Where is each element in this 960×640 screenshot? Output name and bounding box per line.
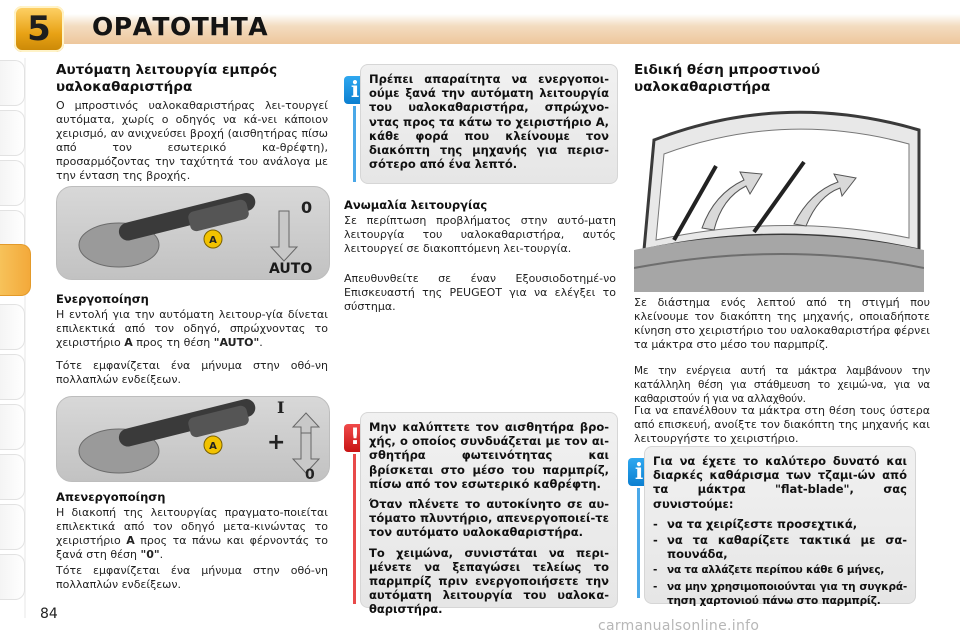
malfunction-text: Σε περίπτωση προβλήματος στην αυτό-ματη λειτουργία του υαλοκαθαριστήρα, αυτός λειτουργεί σε διακοπτόμενη λει-τουργία. [344,214,616,255]
stalk-label-zero: 0 [301,198,313,217]
list-item: - να τα χειρίζεστε προσεχτικά, [653,517,907,531]
page-header [0,0,960,58]
special-position-parking-text: Με την ενέργεια αυτή τα μάκτρα λαμβάνουν την κατάλληλη θέση για στάθμευση το χειμώ-να, για να καθαριστούν ή για να αλλαχθούν. [634,365,930,405]
wiper-stalk-auto-graphic [57,187,329,279]
malfunction-dealer-text: Απευθυνθείτε σε έναν Εξουσιοδοτημέ-νο Επισκευαστή της PEUGEOT για να ελέγξει το σύστημα. [344,272,616,313]
warning-bar [353,454,356,604]
info-bar-blades [637,488,640,598]
blades-intro: Για να έχετε το καλύτερο δυνατό και διαρκές καθάρισμα των τζαμι-ών από τα μάκτρα "flat-blade", σας συνιστούμε: [653,454,907,511]
wiper-stalk-off-graphic [57,397,329,481]
deactivation-heading: Απενεργοποίηση [56,490,166,504]
auto-wiper-heading: Αυτόματη λειτουργία εμπρός υαλοκαθαριστήρα [56,62,278,95]
list-item: - να τα αλλάζετε περίπου κάθε 6 μήνες, [653,563,907,577]
info-icon: i [344,76,366,104]
stalk-label-auto: AUTO [269,261,313,277]
chapter-tab-10[interactable] [0,504,25,550]
info-box-blades [644,446,916,607]
auto-wiper-intro: Ο μπροστινός υαλοκαθαριστήρας λει-τουργεί αυτόματα, χωρίς ο οδηγός να κά-νει κάποιον χειρισμό, αν ανιχνεύσει βροχή (αισθητήρας πίσω από τον εσωτερικό κα-θρέφτη), προσαρμόζοντας την ταχύτητά του ανάλογα με την ένταση της βροχής. [56,99,328,182]
warning-icon: ! [344,424,366,452]
info-bar [353,106,356,182]
chapter-tab-9[interactable] [0,454,25,500]
warning-p3: Το χειμώνα, συνιστάται να περι-μένετε να ξεπαγώσει τελείως το παρμπρίζ πριν ενεργοποιήσετε την αυτόματη λειτουργία του υαλοκα-θαριστήρα. [369,545,609,617]
stalk2-label-a: A [209,441,217,452]
page-number: 84 [40,606,58,622]
windshield-illustration [634,100,924,292]
windshield-wipers-graphic [634,100,924,292]
chapter-tab-1[interactable] [0,60,25,106]
list-item: - να μην χρησιμοποιούνται για τη συγκρά-τηση χαρτονιού πάνω στο παρμπρίζ. [653,580,907,608]
activation-text: Η εντολή για την αυτόματη λειτουρ-γία δίνεται επιλεκτικά από τον οδηγό, σπρώχνοντας το χειριστήριο A προς τη θέση "AUTO". [56,308,328,349]
deactivation-message-text: Τότε εμφανίζεται ένα μήνυμα στην οθό-νη πολλαπλών ενδείξεων. [56,564,328,591]
watermark: carmanualsonline.info [598,618,760,634]
special-position-text: Σε διάστημα ενός λεπτού από τη στιγμή που κλείνουμε τον διακόπτη της μηχανής, οποιαδήποτε κίνηση στο χειριστήριο του υαλοκαθαριστήρα φέρνει τα μάκτρα στο μέσο του παρμπρίζ. [634,296,930,351]
warning-box-sensor [360,412,618,617]
chapter-badge: 5 [14,6,64,52]
activation-heading: Ενεργοποίηση [56,292,149,306]
info-box-reactivate [360,64,618,184]
warning-p1: Μην καλύπτετε τον αισθητήρα βρο-χής, ο οποίος συνδυάζεται με τον αι-σθητήρα φωτεινότητας και βρίσκεται στο μέσο του παρμπρίζ, πίσω από τον εσωτερικό καθρέφτη. [369,420,609,491]
deactivation-text: Η διακοπή της λειτουργίας πραγματο-ποιείται επιλεκτικά από τον οδηγό μετα-κινώντας το χειριστήριο A προς τα πάνω και φέρνοντάς το ξανά στη θέση "0". [56,506,329,561]
stalk-illustration-off [56,396,330,482]
chapter-tab-5-active[interactable] [0,244,31,296]
chapter-tab-8[interactable] [0,404,25,450]
warning-p2: Όταν πλένετε το αυτοκίνητο σε αυ-τόματο πλυντήριο, απενεργοποιεί-τε τον αυτόματο υαλοκαθαριστήρα. [369,497,609,540]
stalk2-label-one: I [277,398,285,417]
special-position-return-text: Για να επανέλθουν τα μάκτρα στη θέση τους ύστερα από επισκευή, ανοίξτε τον διακόπτη της μηχανής και λειτουργήστε το χειριστήριο. [634,404,930,445]
activation-message-text: Τότε εμφανίζεται ένα μήνυμα στην οθό-νη πολλαπλών ενδείξεων. [56,359,328,386]
malfunction-heading: Ανωμαλία λειτουργίας [344,198,488,212]
chapter-tab-2[interactable] [0,110,25,156]
chapter-tab-7[interactable] [0,354,25,400]
info-icon-blades: i [628,458,650,486]
stalk-illustration-auto [56,186,330,280]
chapter-tab-3[interactable] [0,160,25,206]
special-position-heading: Ειδική θέση μπροστινού υαλοκαθαριστήρα [634,62,821,95]
chapter-tab-11[interactable] [0,554,25,600]
stalk-label-a: A [209,235,217,246]
page-title: ΟΡΑΤΟΤΗΤΑ [92,12,269,41]
chapter-tab-6[interactable] [0,304,25,350]
list-item: - να τα καθαρίζετε τακτικά με σα-πουνάδα, [653,533,907,561]
stalk2-label-zero: 0 [305,467,315,481]
stalk2-label-plus: + [267,430,286,455]
blades-recommendation-list [653,517,907,608]
info-box-reactivate-text: Πρέπει απαραίτητα να ενεργοποι-ούμε ξανά την αυτόματη λειτουργία του υαλοκαθαριστήρα, σπρώχνο-ντας προς τα κάτω το χειριστήριο Α, κάθε φορά που κλείνουμε τον διακόπτη της μηχανής για περισ-σότερο από ένα λεπτό. [369,72,609,172]
